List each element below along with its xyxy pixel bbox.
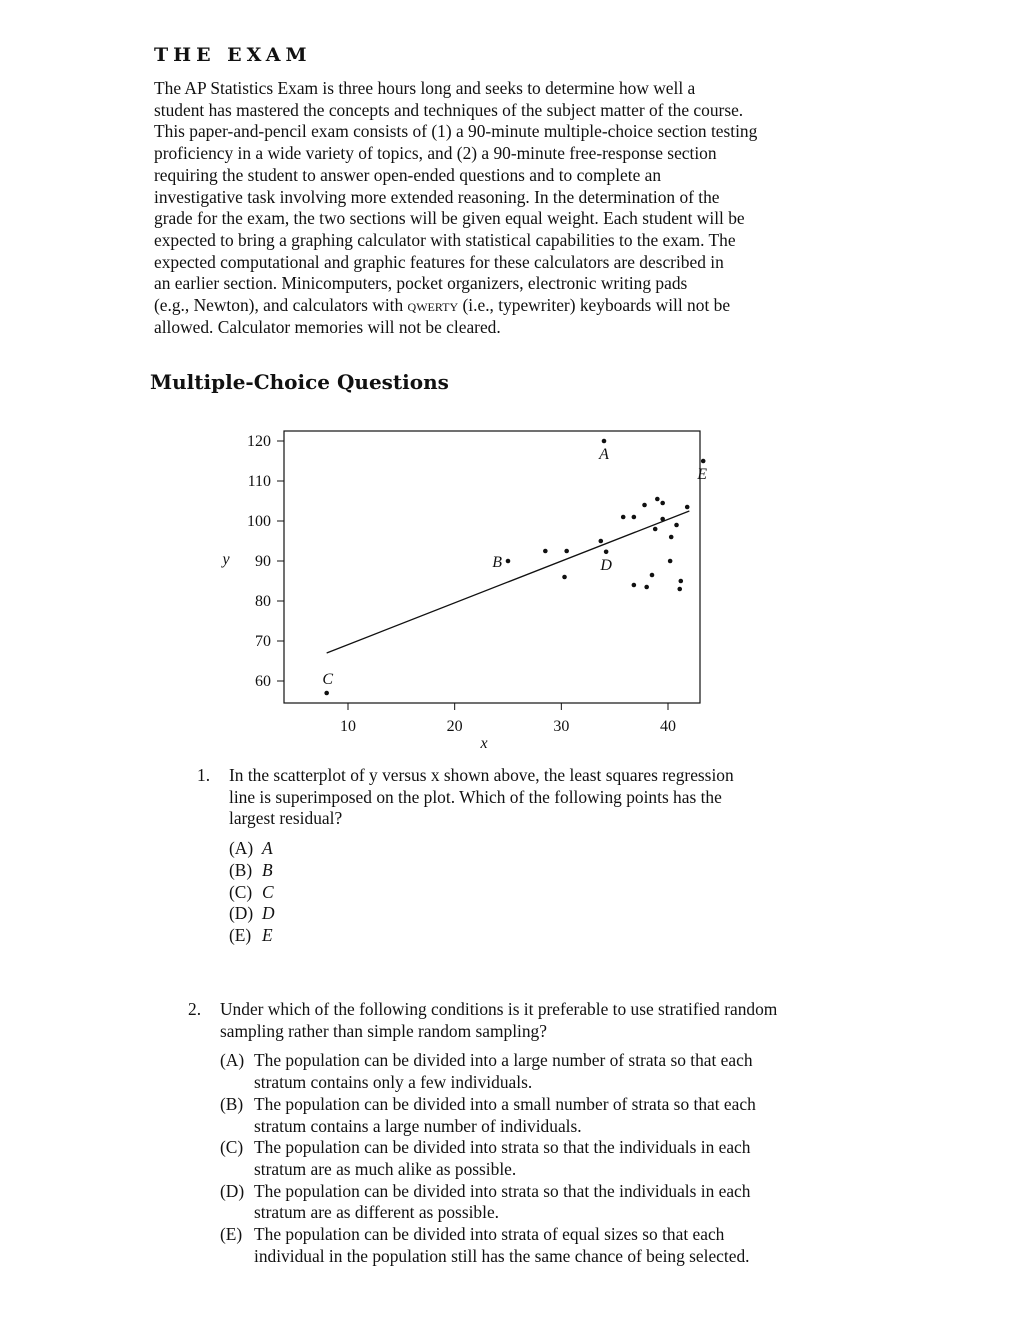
y-tick-label: 70 xyxy=(255,633,271,650)
point-label: C xyxy=(322,671,334,688)
x-tick-label: 10 xyxy=(340,718,356,735)
data-point xyxy=(669,535,674,540)
option-text: C xyxy=(262,881,274,902)
intro-line: expected computational and graphic features for these calculators are described in xyxy=(154,251,724,272)
option-letter: (A) xyxy=(220,1050,245,1071)
x-tick-label: 40 xyxy=(660,718,676,735)
intro-line: allowed. Calculator memories will not be cleared. xyxy=(154,316,501,337)
intro-line: This paper-and-pencil exam consists of (1) a 90-minute multiple-choice section testing xyxy=(154,121,758,142)
stem-line: Under which of the following conditions is it preferable to use stratified random xyxy=(220,999,778,1019)
option-letter: (B) xyxy=(229,859,253,880)
stem-line: line is superimposed on the plot. Which of the following points has the xyxy=(229,786,722,807)
data-point xyxy=(324,691,329,696)
option-letter: (C) xyxy=(220,1137,244,1158)
option-text: E xyxy=(262,924,273,945)
stem-line: In the scatterplot of y versus x shown above, the least squares regression xyxy=(229,765,734,785)
point-label: B xyxy=(492,554,502,571)
answer-option[interactable] xyxy=(220,1224,848,1267)
option-line: stratum are as much alike as possible. xyxy=(254,1158,517,1179)
y-axis-label: y xyxy=(222,551,230,568)
point-label: D xyxy=(600,556,612,574)
answer-option[interactable] xyxy=(220,1181,848,1224)
option-line: stratum contains a large number of individuals. xyxy=(254,1115,582,1136)
page-heading: THE EXAM xyxy=(154,44,312,66)
option-letter: (D) xyxy=(229,903,254,924)
scatterplot xyxy=(200,420,720,755)
option-letter: (A) xyxy=(229,838,254,859)
intro-line: The AP Statistics Exam is three hours long and seeks to determine how well a xyxy=(154,78,696,98)
data-point xyxy=(632,515,637,520)
option-line: The population can be divided into strata of equal sizes so that each xyxy=(254,1224,725,1245)
data-point xyxy=(650,573,655,578)
answer-option[interactable] xyxy=(220,1050,848,1093)
data-point xyxy=(602,439,607,444)
data-point xyxy=(562,575,567,580)
data-point xyxy=(644,585,649,590)
question-1 xyxy=(197,765,817,947)
question-2 xyxy=(188,999,848,1267)
option-line: The population can be divided into strata so that the individuals in each xyxy=(254,1180,751,1201)
data-point xyxy=(677,587,682,592)
option-line: The population can be divided into a small number of strata so that each xyxy=(254,1093,756,1114)
answer-option[interactable] xyxy=(229,882,817,904)
data-point xyxy=(604,550,609,555)
intro-line: student has mastered the concepts and techniques of the subject matter of the course. xyxy=(154,99,744,120)
regression-line xyxy=(327,511,690,653)
data-point xyxy=(701,459,706,464)
intro-text: (e.g., Newton), and calculators with xyxy=(154,295,408,316)
option-line: stratum are as different as possible. xyxy=(254,1202,500,1223)
option-text: A xyxy=(262,838,273,859)
x-tick-label: 20 xyxy=(446,718,463,735)
data-point xyxy=(685,505,690,510)
data-point xyxy=(660,517,665,522)
y-tick-label: 100 xyxy=(247,513,271,530)
intro-paragraph xyxy=(154,78,822,338)
stem-line: largest residual? xyxy=(229,808,343,829)
point-label: A xyxy=(599,446,609,463)
y-tick-label: 60 xyxy=(255,673,271,690)
option-letter: (C) xyxy=(229,881,253,902)
data-point xyxy=(674,523,679,528)
intro-line xyxy=(154,295,822,317)
data-point xyxy=(599,539,604,544)
answer-options xyxy=(229,838,817,947)
option-letter: (B) xyxy=(220,1093,244,1114)
stem-line: sampling rather than simple random sampling? xyxy=(220,1020,547,1041)
data-point xyxy=(655,497,660,502)
answer-option[interactable] xyxy=(229,903,817,925)
intro-line: grade for the exam, the two sections will be given equal weight. Each student will be xyxy=(154,208,745,229)
intro-line: an earlier section. Minicomputers, pocket organizers, electronic writing pads xyxy=(154,273,688,294)
intro-line: expected to bring a graphing calculator with statistical capabilities to the exam. The xyxy=(154,229,736,250)
data-point xyxy=(668,559,673,564)
y-tick-label: 90 xyxy=(255,553,271,570)
qwerty-text: qwerty xyxy=(407,295,459,316)
answer-option[interactable] xyxy=(220,1094,848,1137)
data-point xyxy=(679,579,684,584)
answer-option[interactable] xyxy=(229,838,817,860)
intro-text: (i.e., typewriter) keyboards will not be xyxy=(458,295,731,316)
x-tick-label: 30 xyxy=(553,718,570,735)
option-letter: (D) xyxy=(220,1180,245,1201)
option-line: individual in the population still has the same chance of being selected. xyxy=(254,1245,750,1266)
question-number: 1. xyxy=(197,765,211,785)
intro-line: requiring the student to answer open-ended questions and to complete an xyxy=(154,164,662,185)
point-label: E xyxy=(697,466,708,483)
option-letter: (E) xyxy=(220,1224,243,1245)
data-point xyxy=(621,515,626,520)
data-point xyxy=(543,549,548,554)
option-line: stratum contains only a few individuals. xyxy=(254,1072,533,1093)
data-point xyxy=(642,503,647,508)
y-tick-label: 110 xyxy=(247,473,271,490)
data-point xyxy=(660,501,665,506)
answer-option[interactable] xyxy=(229,860,817,882)
answer-option[interactable] xyxy=(229,925,817,947)
question-number: 2. xyxy=(188,999,202,1019)
intro-line: investigative task involving more extended reasoning. In the determination of the xyxy=(154,186,720,207)
option-text: B xyxy=(262,859,273,880)
y-tick-label: 80 xyxy=(255,593,271,610)
data-point xyxy=(632,583,637,588)
question-stem xyxy=(229,765,817,830)
question-stem xyxy=(220,999,848,1042)
data-point xyxy=(653,527,658,532)
x-axis-label: x xyxy=(480,735,488,752)
answer-option[interactable] xyxy=(220,1137,848,1180)
option-line: The population can be divided into strata so that the individuals in each xyxy=(254,1137,751,1158)
answer-options xyxy=(220,1050,848,1267)
option-letter: (E) xyxy=(229,924,252,945)
data-point xyxy=(506,559,511,564)
intro-line: proficiency in a wide variety of topics, and (2) a 90-minute free-response section xyxy=(154,143,717,164)
data-point xyxy=(564,549,569,554)
option-line: The population can be divided into a large number of strata so that each xyxy=(254,1050,753,1071)
option-text: D xyxy=(262,903,275,924)
y-tick-label: 120 xyxy=(247,433,271,450)
section-title: Multiple-Choice Questions xyxy=(150,370,449,394)
